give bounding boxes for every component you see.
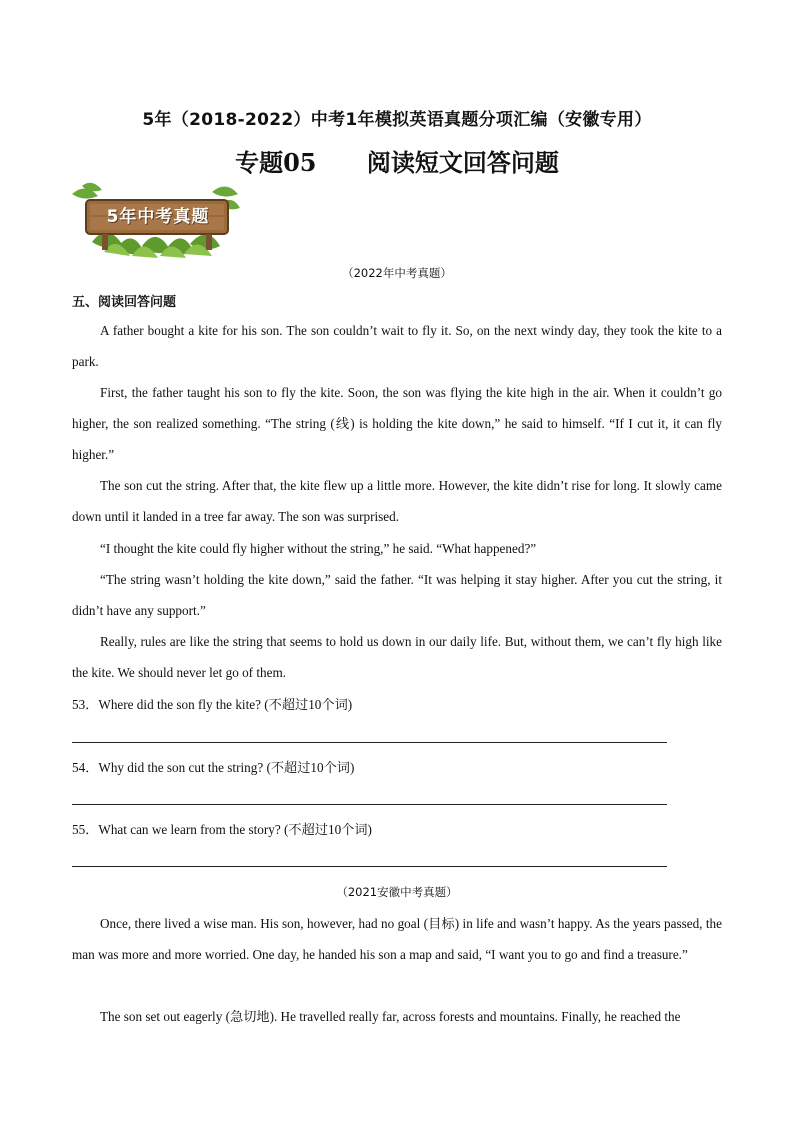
- question-54: 54．Why did the son cut the string? (不超过10个词): [72, 760, 355, 775]
- passage-paragraph: First, the father taught his son to fly the kite. Soon, the son was flying the kite high in the air. When it couldn’t go higher, the son realized something. “The string (线) is holding the kite down,” he said to himself. “If I cut it, it can fly higher.”: [72, 385, 722, 462]
- question-53: 53．Where did the son fly the kite? (不超过10个词): [72, 697, 353, 712]
- source-label-2022: （2022年中考真题）: [342, 266, 452, 280]
- passage-paragraph: The son cut the string. After that, the kite flew up a little more. However, the kite didn’t rise for long. It slowly came down until it landed in a tree far away. The son was surprised.: [72, 478, 722, 524]
- answer-line-55[interactable]: [72, 866, 667, 867]
- document-title: 5年（2018-2022）中考1年模拟英语真题分项汇编（安徽专用）: [142, 110, 652, 130]
- section-heading: 五、阅读回答问题: [72, 295, 177, 310]
- answer-line-53[interactable]: [72, 742, 667, 743]
- passage-paragraph: “The string wasn’t holding the kite down,” said the father. “It was helping it stay higher. After you cut the string, it didn’t have any support.”: [72, 572, 722, 618]
- passage-paragraph: Once, there lived a wise man. His son, however, had no goal (目标) in life and wasn’t happy. As the years passed, the man was more and more worried. One day, he handed his son a map and said, “I want you to go and find a treasure.”: [72, 916, 722, 962]
- logo-text: 5年中考真题: [106, 207, 210, 227]
- passage-paragraph: The son set out eagerly (急切地). He travelled really far, across forests and mountains. Finally, he reached the: [100, 1009, 681, 1024]
- passage-paragraph: A father bought a kite for his son. The son couldn’t wait to fly it. So, on the next windy day, they took the kite to a park.: [72, 323, 722, 369]
- logo-badge: [72, 182, 240, 262]
- passage-paragraph: “I thought the kite could fly higher without the string,” he said. “What happened?”: [100, 541, 537, 556]
- answer-line-54[interactable]: [72, 804, 667, 805]
- document-subtitle: 专题05 阅读短文回答问题: [235, 148, 559, 177]
- passage-paragraph: Really, rules are like the string that seems to hold us down in our daily life. But, without them, we can’t fly high like the kite. We should never let go of them.: [72, 634, 722, 680]
- source-label-2021: （2021安徽中考真题）: [336, 885, 458, 899]
- question-55: 55．What can we learn from the story? (不超过10个词): [72, 822, 372, 837]
